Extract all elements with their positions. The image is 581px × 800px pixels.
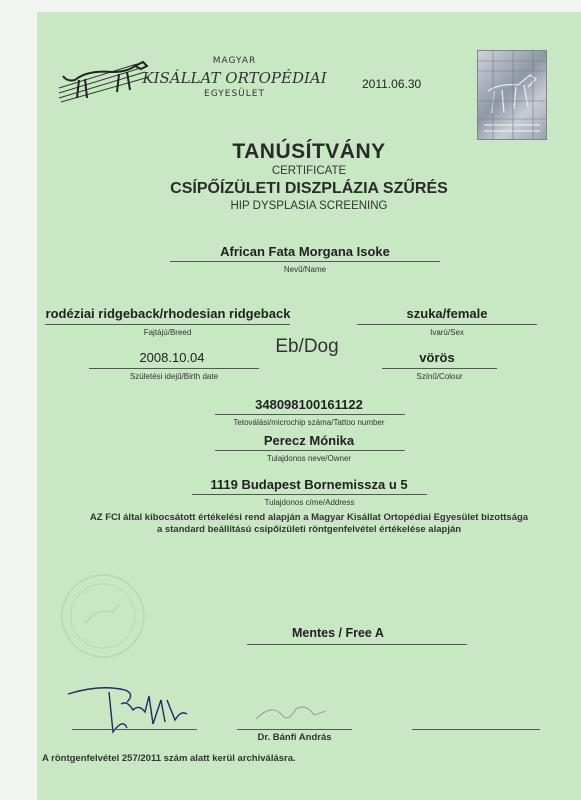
scribble-signature-icon — [65, 680, 195, 735]
screening-title: CSÍPŐÍZÜLETI DISZPLÁZIA SZŰRÉS — [170, 180, 448, 197]
breed-value: rodéziai ridgeback/rhodesian ridgeback — [45, 306, 291, 321]
association-logo — [57, 50, 327, 108]
logo-line-1: MAGYAR — [212, 56, 257, 66]
logo-line-2: KISÁLLAT ORTOPÉDIAI — [142, 69, 327, 87]
signature-line-right — [412, 729, 540, 730]
owner-label: Tulajdonos neve/Owner — [266, 454, 352, 463]
statement-line-1: AZ FCI által kibocsátott értékelési rend alapján a Magyar Kisállat Ortopédiai Egyesület bizottsága — [89, 512, 529, 523]
breed-underline — [45, 324, 290, 325]
signer-name: Dr. Bánfi András — [257, 732, 332, 743]
breed-label: Fajtájú/Breed — [143, 328, 192, 337]
hologram-sticker — [477, 50, 547, 140]
colour-underline — [382, 368, 497, 369]
certificate-sheet — [37, 12, 581, 800]
logo-line-3: EGYESÜLET — [204, 89, 265, 99]
dog-name-value: African Fata Morgana Isoke — [220, 244, 390, 259]
signature-line-center — [237, 729, 352, 730]
dog-name-label: Nevű/Name — [283, 265, 327, 274]
screening-result: Mentes / Free A — [292, 626, 384, 640]
owner-underline — [215, 450, 405, 451]
microchip-underline — [215, 414, 405, 415]
result-underline — [247, 644, 467, 645]
sex-value: szuka/female — [406, 306, 488, 321]
address-underline — [192, 494, 427, 495]
embossed-seal-icon — [59, 572, 147, 660]
faint-signature-icon — [252, 697, 332, 727]
address-label: Tulajdonos címe/Address — [264, 498, 355, 507]
birth-underline — [89, 368, 259, 369]
owner-value: Perecz Mónika — [263, 433, 355, 448]
birth-date-label: Születési idejű/Birth date — [129, 372, 219, 381]
signature-line-left — [72, 729, 197, 730]
hologram-dog-icon — [478, 51, 546, 139]
address-value: 1119 Budapest Bornemissza u 5 — [210, 477, 408, 492]
issue-date: 2011.06.30 — [362, 77, 422, 91]
name-underline — [170, 261, 440, 262]
sex-label: Ivarú/Sex — [430, 328, 464, 337]
microchip-value: 348098100161122 — [255, 397, 363, 412]
statement-line-2: a standard beállítású csípőízületi röntgenfelvétel értékelése alapján — [156, 524, 462, 535]
archive-note: A röntgenfelvétel 257/2011 szám alatt kerül archiválásra. — [42, 753, 296, 764]
microchip-label: Tetoválási/microchip száma/Tattoo number — [233, 418, 385, 427]
colour-value: vörös — [419, 350, 455, 365]
certificate-title-en: CERTIFICATE — [271, 165, 347, 177]
skeleton-dog-icon — [57, 52, 152, 104]
birth-date-value: 2008.10.04 — [139, 350, 205, 365]
species-value: Eb/Dog — [275, 336, 339, 357]
certificate-title: TANÚSÍTVÁNY — [232, 140, 386, 163]
screening-title-en: HIP DYSPLASIA SCREENING — [230, 200, 388, 212]
colour-label: Színű/Colour — [416, 372, 463, 381]
sex-underline — [357, 324, 537, 325]
